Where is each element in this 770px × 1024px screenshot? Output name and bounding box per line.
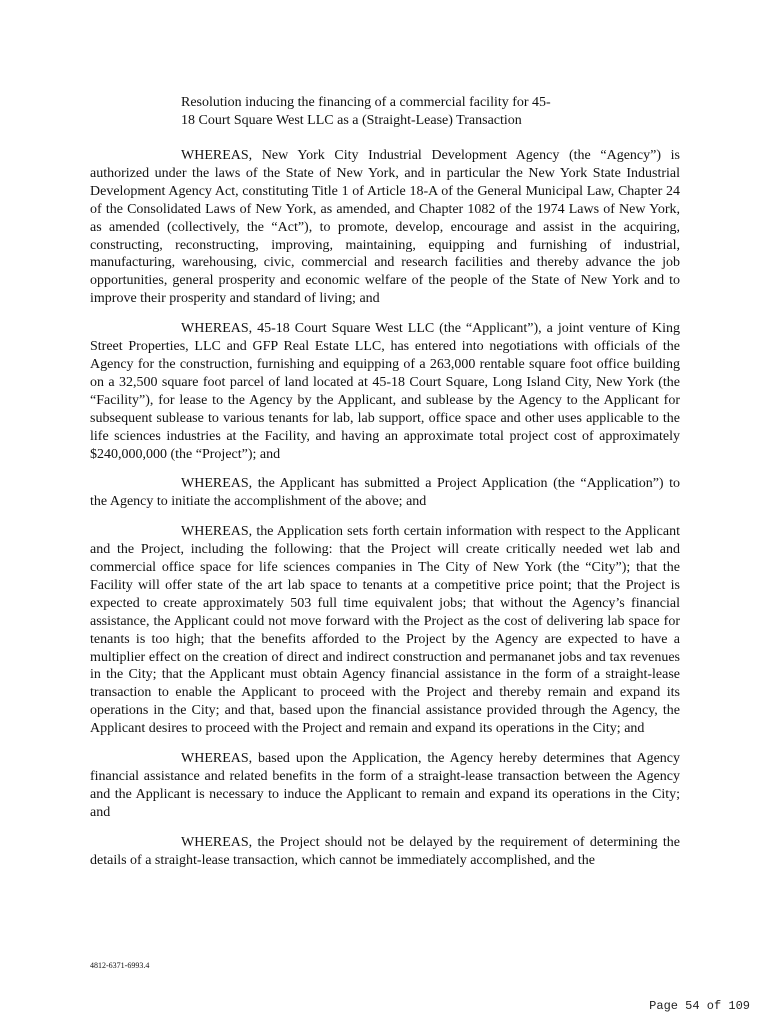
whereas-paragraph-4: WHEREAS, the Application sets forth certain information with respect to the Applicant and the Project, including the following: that the Project will create critically needed wet lab and commercial office space for life sciences companies in The City of New York (the “City”); that the Facility will offer state of the art lab space to tenants at a competitive price point; that the Project is expected to create approximately 503 full time equivalent jobs; that without the Agency’s financial assistance, the Applicant could not move forward with the Project as the cost of delivering lab space for tenants is too high; that the benefits afforded to the Project by the Agency are expected to have a multiplier effect on the creation of direct and indirect construction and permananet jobs and tax revenues in the City; that the Applicant must obtain Agency financial assistance in the form of a straight-lease transaction to enable the Applicant to proceed with the Project and thereby remain and expand its operations in the City; and that, based upon the financial assistance provided through the Agency, the Applicant desires to proceed with the Project and remain and expand its operations in the City; and: [90, 524, 680, 737]
whereas-paragraph-6: WHEREAS, the Project should not be delayed by the requirement of determining the details of a straight-lease transaction, which cannot be immediately accomplished, and the: [90, 834, 680, 868]
whereas-paragraph-5: WHEREAS, based upon the Application, the Agency hereby determines that Agency financial assistance and related benefits in the form of a straight-lease transaction between the Agency and the Applicant is necessary to induce the Applicant to remain and expand its operations in the City; and: [90, 751, 680, 820]
whereas-paragraph-2: WHEREAS, 45-18 Court Square West LLC (the “Applicant”), a joint venture of King Street Properties, LLC and GFP Real Estate LLC, has entered into negotiations with officials of the Agency for the construction, furnishing and equipping of a 263,000 rentable square foot office building on a 32,500 square foot parcel of land located at 45-18 Court Square, Long Island City, New York (the “Facility”), for lease to the Agency by the Applicant, and sublease by the Agency to the Applicant for subsequent sublease to various tenants for lab, lab support, office space and other uses applicable to the life sciences industries at the Facility, and having an approximate total project cost of approximately $240,000,000 (the “Project”); and: [90, 321, 680, 462]
document-body: [90, 147, 680, 870]
resolution-title: [181, 94, 601, 130]
title-line-2: 18 Court Square West LLC as a (Straight-Lease) Transaction: [181, 113, 522, 128]
document-id: 4812-6371-6993.4: [90, 961, 150, 970]
whereas-paragraph-1: WHEREAS, New York City Industrial Development Agency (the “Agency”) is authorized under the laws of the State of New York, and in particular the New York State Industrial Development Agency Act, constituting Title 1 of Article 18-A of the General Municipal Law, Chapter 24 of the Consolidated Laws of New York, as amended, and Chapter 1082 of the 1974 Laws of New York, as amended (collectively, the “Act”), to promote, develop, encourage and assist in the acquiring, constructing, reconstructing, improving, maintaining, equipping and furnishing of industrial, manufacturing, warehousing, civic, commercial and research facilities and thereby advance the job opportunities, general prosperity and economic welfare of the people of the State of New York and to improve their prosperity and standard of living; and: [90, 148, 680, 307]
title-line-1: Resolution inducing the financing of a commercial facility for 45-: [181, 95, 551, 110]
page-number: Page 54 of 109: [649, 999, 750, 1013]
whereas-paragraph-3: WHEREAS, the Applicant has submitted a Project Application (the “Application”) to the Agency to initiate the accomplishment of the above; and: [90, 476, 680, 510]
